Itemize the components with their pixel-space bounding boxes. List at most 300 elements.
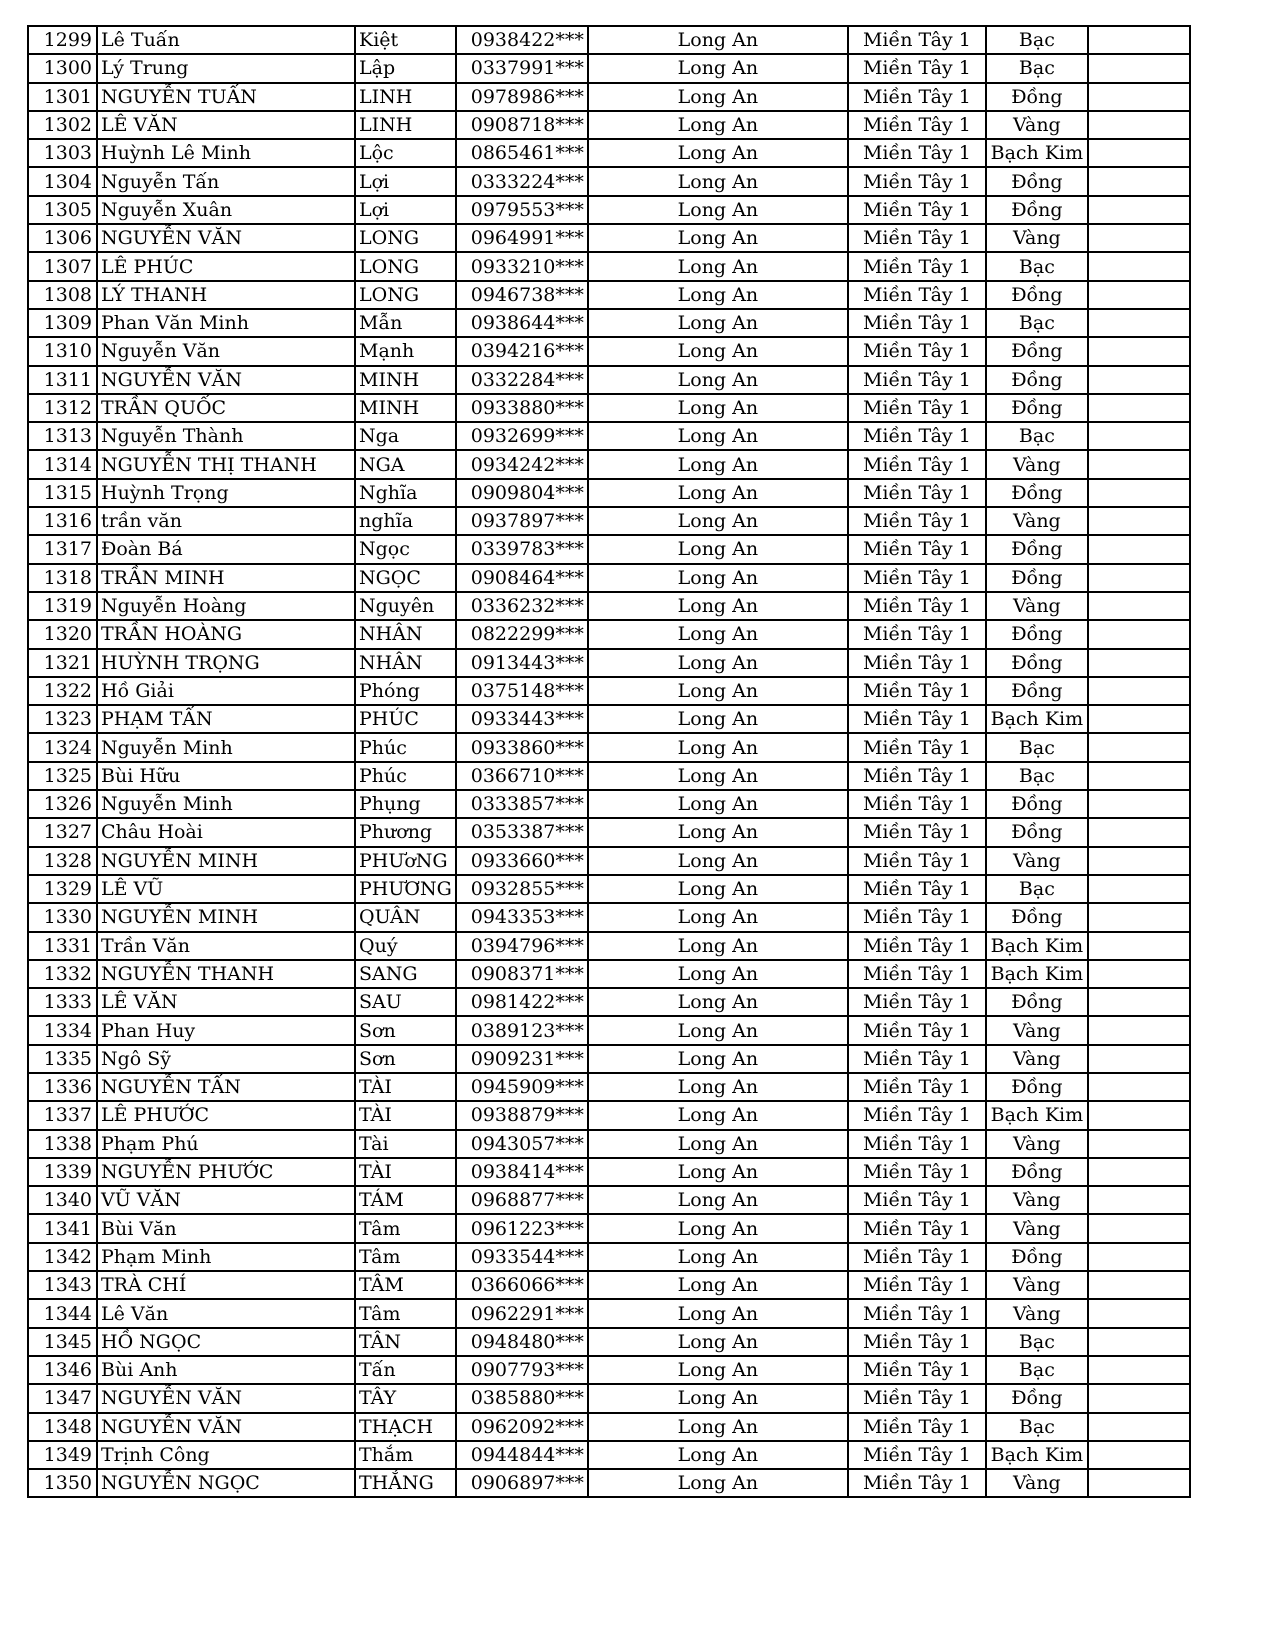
empty-cell	[1088, 790, 1190, 818]
province-cell: Long An	[588, 224, 848, 252]
table-row	[28, 83, 1190, 111]
member-tier-cell: Đồng	[986, 1384, 1088, 1412]
table-row	[28, 139, 1190, 167]
region-cell: Miền Tây 1	[848, 111, 986, 139]
first-name-cell: PHƯơNG	[355, 847, 456, 875]
member-tier-cell: Vàng	[986, 1045, 1088, 1073]
last-middle-name-cell: PHẠM TẤN	[97, 705, 355, 733]
empty-cell	[1088, 875, 1190, 903]
member-tier-cell: Bạc	[986, 422, 1088, 450]
table-row	[28, 1413, 1190, 1441]
member-tier-cell: Đồng	[986, 535, 1088, 563]
table-row	[28, 167, 1190, 195]
region-cell: Miền Tây 1	[848, 507, 986, 535]
row-number-cell: 1311	[28, 366, 97, 394]
first-name-cell: LONG	[355, 252, 456, 280]
row-number-cell: 1348	[28, 1413, 97, 1441]
region-cell: Miền Tây 1	[848, 818, 986, 846]
empty-cell	[1088, 564, 1190, 592]
first-name-cell: NGỌC	[355, 564, 456, 592]
province-cell: Long An	[588, 196, 848, 224]
empty-cell	[1088, 592, 1190, 620]
province-cell: Long An	[588, 677, 848, 705]
region-cell: Miền Tây 1	[848, 394, 986, 422]
empty-cell	[1088, 1158, 1190, 1186]
region-cell: Miền Tây 1	[848, 1016, 986, 1044]
table-row	[28, 54, 1190, 82]
member-tier-cell: Đồng	[986, 1073, 1088, 1101]
row-number-cell: 1347	[28, 1384, 97, 1412]
last-middle-name-cell: NGUYỄN TẤN	[97, 1073, 355, 1101]
province-cell: Long An	[588, 1186, 848, 1214]
member-tier-cell: Đồng	[986, 564, 1088, 592]
empty-cell	[1088, 1214, 1190, 1242]
last-middle-name-cell: Bùi Anh	[97, 1356, 355, 1384]
first-name-cell: nghĩa	[355, 507, 456, 535]
table-row	[28, 733, 1190, 761]
member-tier-cell: Đồng	[986, 620, 1088, 648]
province-cell: Long An	[588, 1384, 848, 1412]
member-tier-cell: Bạch Kim	[986, 139, 1088, 167]
row-number-cell: 1338	[28, 1130, 97, 1158]
first-name-cell: SANG	[355, 960, 456, 988]
last-middle-name-cell: Nguyễn Tấn	[97, 167, 355, 195]
province-cell: Long An	[588, 83, 848, 111]
table-row	[28, 564, 1190, 592]
row-number-cell: 1304	[28, 167, 97, 195]
province-cell: Long An	[588, 818, 848, 846]
province-cell: Long An	[588, 1130, 848, 1158]
phone-number-cell: 0979553***	[456, 196, 588, 224]
member-tier-cell: Vàng	[986, 1186, 1088, 1214]
empty-cell	[1088, 422, 1190, 450]
region-cell: Miền Tây 1	[848, 1271, 986, 1299]
member-tier-cell: Vàng	[986, 224, 1088, 252]
empty-cell	[1088, 1413, 1190, 1441]
empty-cell	[1088, 1356, 1190, 1384]
first-name-cell: MINH	[355, 366, 456, 394]
region-cell: Miền Tây 1	[848, 1328, 986, 1356]
empty-cell	[1088, 762, 1190, 790]
first-name-cell: LONG	[355, 224, 456, 252]
first-name-cell: TÂY	[355, 1384, 456, 1412]
table-row	[28, 450, 1190, 478]
province-cell: Long An	[588, 620, 848, 648]
row-number-cell: 1329	[28, 875, 97, 903]
table-row	[28, 988, 1190, 1016]
row-number-cell: 1322	[28, 677, 97, 705]
table-row	[28, 592, 1190, 620]
province-cell: Long An	[588, 1299, 848, 1327]
member-table	[27, 25, 1191, 1498]
member-tier-cell: Đồng	[986, 1243, 1088, 1271]
row-number-cell: 1309	[28, 309, 97, 337]
last-middle-name-cell: Nguyễn Minh	[97, 733, 355, 761]
region-cell: Miền Tây 1	[848, 1356, 986, 1384]
province-cell: Long An	[588, 1328, 848, 1356]
region-cell: Miền Tây 1	[848, 790, 986, 818]
province-cell: Long An	[588, 1214, 848, 1242]
last-middle-name-cell: Lý Trung	[97, 54, 355, 82]
row-number-cell: 1330	[28, 903, 97, 931]
region-cell: Miền Tây 1	[848, 167, 986, 195]
empty-cell	[1088, 960, 1190, 988]
member-tier-cell: Đồng	[986, 337, 1088, 365]
last-middle-name-cell: Nguyễn Xuân	[97, 196, 355, 224]
last-middle-name-cell: Nguyễn Văn	[97, 337, 355, 365]
last-middle-name-cell: NGUYỄN THANH	[97, 960, 355, 988]
row-number-cell: 1315	[28, 479, 97, 507]
province-cell: Long An	[588, 139, 848, 167]
phone-number-cell: 0337991***	[456, 54, 588, 82]
member-tier-cell: Đồng	[986, 479, 1088, 507]
region-cell: Miền Tây 1	[848, 139, 986, 167]
member-tier-cell: Bạc	[986, 875, 1088, 903]
last-middle-name-cell: NGUYỄN THỊ THANH	[97, 450, 355, 478]
last-middle-name-cell: Nguyễn Hoàng	[97, 592, 355, 620]
last-middle-name-cell: Châu Hoài	[97, 818, 355, 846]
row-number-cell: 1350	[28, 1469, 97, 1497]
first-name-cell: MINH	[355, 394, 456, 422]
phone-number-cell: 0932699***	[456, 422, 588, 450]
region-cell: Miền Tây 1	[848, 54, 986, 82]
phone-number-cell: 0908371***	[456, 960, 588, 988]
province-cell: Long An	[588, 479, 848, 507]
first-name-cell: NGA	[355, 450, 456, 478]
phone-number-cell: 0907793***	[456, 1356, 588, 1384]
first-name-cell: Mẫn	[355, 309, 456, 337]
member-tier-cell: Bạch Kim	[986, 705, 1088, 733]
province-cell: Long An	[588, 309, 848, 337]
empty-cell	[1088, 705, 1190, 733]
table-row	[28, 1073, 1190, 1101]
last-middle-name-cell: NGUYỄN VĂN	[97, 366, 355, 394]
row-number-cell: 1325	[28, 762, 97, 790]
phone-number-cell: 0962291***	[456, 1299, 588, 1327]
province-cell: Long An	[588, 903, 848, 931]
empty-cell	[1088, 620, 1190, 648]
phone-number-cell: 0908464***	[456, 564, 588, 592]
phone-number-cell: 0944844***	[456, 1441, 588, 1469]
phone-number-cell: 0938644***	[456, 309, 588, 337]
empty-cell	[1088, 54, 1190, 82]
empty-cell	[1088, 1130, 1190, 1158]
province-cell: Long An	[588, 394, 848, 422]
table-row	[28, 1243, 1190, 1271]
phone-number-cell: 0933880***	[456, 394, 588, 422]
empty-cell	[1088, 535, 1190, 563]
row-number-cell: 1345	[28, 1328, 97, 1356]
last-middle-name-cell: Nguyễn Minh	[97, 790, 355, 818]
last-middle-name-cell: TRẦN HOÀNG	[97, 620, 355, 648]
first-name-cell: Tâm	[355, 1214, 456, 1242]
row-number-cell: 1337	[28, 1101, 97, 1129]
last-middle-name-cell: VŨ VĂN	[97, 1186, 355, 1214]
first-name-cell: Sơn	[355, 1016, 456, 1044]
province-cell: Long An	[588, 960, 848, 988]
member-tier-cell: Bạch Kim	[986, 1441, 1088, 1469]
first-name-cell: Phụng	[355, 790, 456, 818]
province-cell: Long An	[588, 1045, 848, 1073]
member-tier-cell: Đồng	[986, 988, 1088, 1016]
last-middle-name-cell: NGUYỄN VĂN	[97, 224, 355, 252]
row-number-cell: 1308	[28, 281, 97, 309]
province-cell: Long An	[588, 54, 848, 82]
region-cell: Miền Tây 1	[848, 733, 986, 761]
province-cell: Long An	[588, 1158, 848, 1186]
region-cell: Miền Tây 1	[848, 1186, 986, 1214]
last-middle-name-cell: NGUYỄN VĂN	[97, 1384, 355, 1412]
member-tier-cell: Đồng	[986, 677, 1088, 705]
phone-number-cell: 0822299***	[456, 620, 588, 648]
first-name-cell: Sơn	[355, 1045, 456, 1073]
last-middle-name-cell: TRÀ CHÍ	[97, 1271, 355, 1299]
member-tier-cell: Vàng	[986, 1214, 1088, 1242]
region-cell: Miền Tây 1	[848, 932, 986, 960]
province-cell: Long An	[588, 564, 848, 592]
first-name-cell: TÂM	[355, 1271, 456, 1299]
empty-cell	[1088, 1073, 1190, 1101]
empty-cell	[1088, 479, 1190, 507]
member-tier-cell: Vàng	[986, 450, 1088, 478]
row-number-cell: 1336	[28, 1073, 97, 1101]
province-cell: Long An	[588, 337, 848, 365]
region-cell: Miền Tây 1	[848, 1469, 986, 1497]
last-middle-name-cell: Trần Văn	[97, 932, 355, 960]
last-middle-name-cell: trần văn	[97, 507, 355, 535]
row-number-cell: 1302	[28, 111, 97, 139]
phone-number-cell: 0943057***	[456, 1130, 588, 1158]
row-number-cell: 1317	[28, 535, 97, 563]
empty-cell	[1088, 1016, 1190, 1044]
empty-cell	[1088, 394, 1190, 422]
table-row	[28, 1299, 1190, 1327]
first-name-cell: Lợi	[355, 196, 456, 224]
phone-number-cell: 0389123***	[456, 1016, 588, 1044]
member-tier-cell: Vàng	[986, 1299, 1088, 1327]
province-cell: Long An	[588, 988, 848, 1016]
phone-number-cell: 0339783***	[456, 535, 588, 563]
first-name-cell: TÀI	[355, 1073, 456, 1101]
row-number-cell: 1324	[28, 733, 97, 761]
phone-number-cell: 0981422***	[456, 988, 588, 1016]
member-tier-cell: Vàng	[986, 1469, 1088, 1497]
row-number-cell: 1341	[28, 1214, 97, 1242]
first-name-cell: Phúc	[355, 762, 456, 790]
table-row	[28, 1186, 1190, 1214]
empty-cell	[1088, 1045, 1190, 1073]
member-tier-cell: Đồng	[986, 83, 1088, 111]
row-number-cell: 1321	[28, 649, 97, 677]
first-name-cell: Tài	[355, 1130, 456, 1158]
first-name-cell: TÂN	[355, 1328, 456, 1356]
table-row	[28, 903, 1190, 931]
first-name-cell: QUÂN	[355, 903, 456, 931]
first-name-cell: Ngọc	[355, 535, 456, 563]
region-cell: Miền Tây 1	[848, 366, 986, 394]
empty-cell	[1088, 450, 1190, 478]
province-cell: Long An	[588, 1073, 848, 1101]
province-cell: Long An	[588, 705, 848, 733]
phone-number-cell: 0909231***	[456, 1045, 588, 1073]
table-row	[28, 507, 1190, 535]
last-middle-name-cell: Lê Tuấn	[97, 26, 355, 54]
member-tier-cell: Bạc	[986, 54, 1088, 82]
row-number-cell: 1333	[28, 988, 97, 1016]
province-cell: Long An	[588, 1469, 848, 1497]
first-name-cell: TÁM	[355, 1186, 456, 1214]
member-tier-cell: Đồng	[986, 1158, 1088, 1186]
region-cell: Miền Tây 1	[848, 875, 986, 903]
first-name-cell: Phương	[355, 818, 456, 846]
table-row	[28, 479, 1190, 507]
province-cell: Long An	[588, 422, 848, 450]
table-row	[28, 1045, 1190, 1073]
table-row	[28, 1356, 1190, 1384]
row-number-cell: 1299	[28, 26, 97, 54]
first-name-cell: Thắm	[355, 1441, 456, 1469]
region-cell: Miền Tây 1	[848, 252, 986, 280]
first-name-cell: Quý	[355, 932, 456, 960]
last-middle-name-cell: Huỳnh Lê Minh	[97, 139, 355, 167]
province-cell: Long An	[588, 26, 848, 54]
last-middle-name-cell: Hồ Giải	[97, 677, 355, 705]
row-number-cell: 1319	[28, 592, 97, 620]
first-name-cell: LONG	[355, 281, 456, 309]
first-name-cell: PHƯƠNG	[355, 875, 456, 903]
table-row	[28, 677, 1190, 705]
table-row	[28, 1016, 1190, 1044]
phone-number-cell: 0909804***	[456, 479, 588, 507]
phone-number-cell: 0908718***	[456, 111, 588, 139]
table-row	[28, 818, 1190, 846]
region-cell: Miền Tây 1	[848, 1441, 986, 1469]
phone-number-cell: 0968877***	[456, 1186, 588, 1214]
last-middle-name-cell: TRẦN MINH	[97, 564, 355, 592]
first-name-cell: Lợi	[355, 167, 456, 195]
empty-cell	[1088, 252, 1190, 280]
table-row	[28, 224, 1190, 252]
region-cell: Miền Tây 1	[848, 677, 986, 705]
first-name-cell: Mạnh	[355, 337, 456, 365]
row-number-cell: 1349	[28, 1441, 97, 1469]
table-body	[28, 26, 1190, 1497]
region-cell: Miền Tây 1	[848, 705, 986, 733]
table-row	[28, 394, 1190, 422]
province-cell: Long An	[588, 366, 848, 394]
last-middle-name-cell: NGUYỄN PHƯỚC	[97, 1158, 355, 1186]
region-cell: Miền Tây 1	[848, 903, 986, 931]
member-tier-cell: Đồng	[986, 818, 1088, 846]
empty-cell	[1088, 224, 1190, 252]
table-row	[28, 649, 1190, 677]
region-cell: Miền Tây 1	[848, 1214, 986, 1242]
table-row	[28, 1101, 1190, 1129]
row-number-cell: 1313	[28, 422, 97, 450]
last-middle-name-cell: Phạm Minh	[97, 1243, 355, 1271]
member-tier-cell: Vàng	[986, 1130, 1088, 1158]
member-tier-cell: Bạc	[986, 252, 1088, 280]
phone-number-cell: 0385880***	[456, 1384, 588, 1412]
table-row	[28, 309, 1190, 337]
first-name-cell: Phúc	[355, 733, 456, 761]
region-cell: Miền Tây 1	[848, 1073, 986, 1101]
last-middle-name-cell: NGUYỄN VĂN	[97, 1413, 355, 1441]
region-cell: Miền Tây 1	[848, 450, 986, 478]
region-cell: Miền Tây 1	[848, 1101, 986, 1129]
last-middle-name-cell: Huỳnh Trọng	[97, 479, 355, 507]
region-cell: Miền Tây 1	[848, 1130, 986, 1158]
empty-cell	[1088, 1441, 1190, 1469]
phone-number-cell: 0394796***	[456, 932, 588, 960]
row-number-cell: 1340	[28, 1186, 97, 1214]
phone-number-cell: 0932855***	[456, 875, 588, 903]
first-name-cell: Kiệt	[355, 26, 456, 54]
last-middle-name-cell: LÊ PHÚC	[97, 252, 355, 280]
phone-number-cell: 0938422***	[456, 26, 588, 54]
member-tier-cell: Vàng	[986, 1271, 1088, 1299]
province-cell: Long An	[588, 592, 848, 620]
empty-cell	[1088, 1328, 1190, 1356]
first-name-cell: Tâm	[355, 1299, 456, 1327]
region-cell: Miền Tây 1	[848, 281, 986, 309]
member-tier-cell: Bạc	[986, 1356, 1088, 1384]
region-cell: Miền Tây 1	[848, 620, 986, 648]
phone-number-cell: 0964991***	[456, 224, 588, 252]
province-cell: Long An	[588, 167, 848, 195]
table-row	[28, 1130, 1190, 1158]
row-number-cell: 1306	[28, 224, 97, 252]
member-tier-cell: Bạch Kim	[986, 960, 1088, 988]
first-name-cell: Nghĩa	[355, 479, 456, 507]
member-tier-cell: Đồng	[986, 167, 1088, 195]
first-name-cell: Phóng	[355, 677, 456, 705]
province-cell: Long An	[588, 1413, 848, 1441]
region-cell: Miền Tây 1	[848, 1158, 986, 1186]
region-cell: Miền Tây 1	[848, 762, 986, 790]
region-cell: Miền Tây 1	[848, 1299, 986, 1327]
first-name-cell: NHÂN	[355, 649, 456, 677]
first-name-cell: PHÚC	[355, 705, 456, 733]
table-row	[28, 847, 1190, 875]
first-name-cell: Lập	[355, 54, 456, 82]
phone-number-cell: 0906897***	[456, 1469, 588, 1497]
province-cell: Long An	[588, 733, 848, 761]
member-tier-cell: Vàng	[986, 1016, 1088, 1044]
empty-cell	[1088, 167, 1190, 195]
row-number-cell: 1323	[28, 705, 97, 733]
table-row	[28, 705, 1190, 733]
region-cell: Miền Tây 1	[848, 196, 986, 224]
table-row	[28, 1214, 1190, 1242]
member-tier-cell: Đồng	[986, 903, 1088, 931]
empty-cell	[1088, 988, 1190, 1016]
region-cell: Miền Tây 1	[848, 535, 986, 563]
phone-number-cell: 0394216***	[456, 337, 588, 365]
table-row	[28, 111, 1190, 139]
last-middle-name-cell: Đoàn Bá	[97, 535, 355, 563]
table-row	[28, 366, 1190, 394]
phone-number-cell: 0933860***	[456, 733, 588, 761]
region-cell: Miền Tây 1	[848, 224, 986, 252]
last-middle-name-cell: Trịnh Công	[97, 1441, 355, 1469]
phone-number-cell: 0978986***	[456, 83, 588, 111]
last-middle-name-cell: Phan Văn Minh	[97, 309, 355, 337]
table-row	[28, 337, 1190, 365]
phone-number-cell: 0938879***	[456, 1101, 588, 1129]
phone-number-cell: 0946738***	[456, 281, 588, 309]
region-cell: Miền Tây 1	[848, 337, 986, 365]
